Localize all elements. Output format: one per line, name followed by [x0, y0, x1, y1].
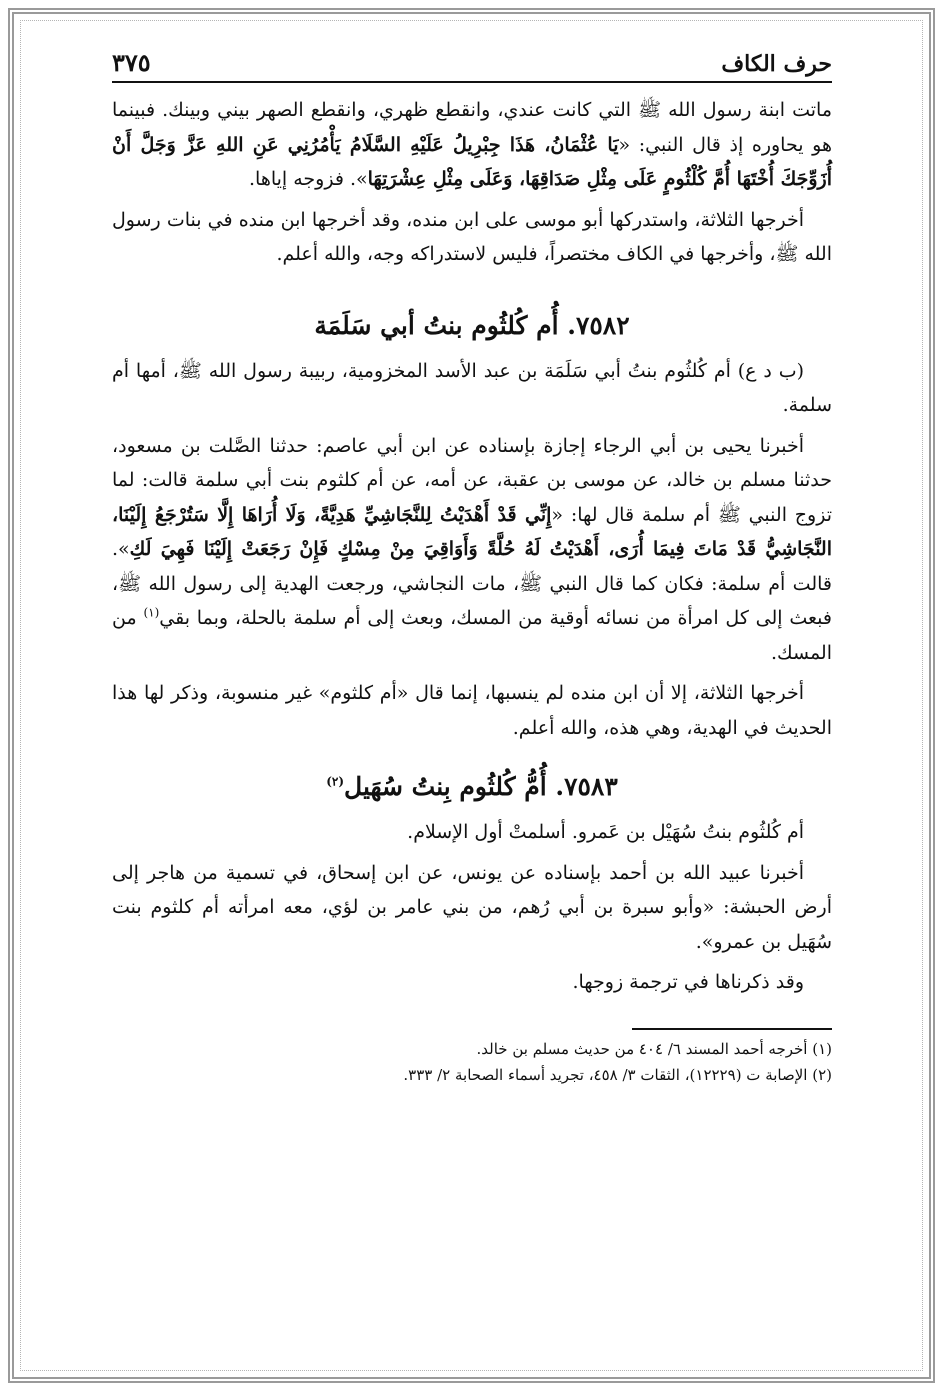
hadith-quote: يَا عُثْمَانُ، هَذَا جِبْرِيلُ عَلَيْهِ السَّلَامُ يَأْمُرُنِي عَنِ اللهِ عَزَّ وَجَلَّ أَنْ أُزَوِّجَكَ أُخْتَهَا أُمَّ كُلْثُومٍ عَلَى مِثْلِ صَدَاقِهَا، وَعَلَى مِثْلِ عِشْرَتِهَا — [112, 133, 832, 190]
paragraph-text: ». فزوجه إياها. — [249, 168, 368, 190]
paragraph-text: أخبرنا يحيى بن أبي الرجاء إجازة بإسناده عن ابن أبي عاصم: حدثنا الصَّلت بن مسعود، حدثنا مسلم بن خالد، عن موسى بن عقبة، عن أمه، عن أم كلثوم بنت أبي سلمة قالت: لما تزوج النبي ﷺ أم سلمة قال لها: « — [112, 434, 832, 526]
paragraph-text: ماتت ابنة رسول الله ﷺ التي كانت عندي، وانقطع ظهري، وانقطع الصهر بيني وبينك. فبينما هو يحاوره إذ قال النبي: « — [112, 99, 832, 156]
paragraph-text: ». قالت أم سلمة: فكان كما قال النبي ﷺ، مات النجاشي، ورجعت الهدية إلى رسول الله ﷺ، فبعث إلى كل امرأة من نسائه أوقية من المسك، وبعث إلى أم سلمة بالحلة، وبما بقي — [112, 538, 832, 629]
hadith-quote: إِنِّي قَدْ أَهْدَيْتُ لِلنَّجَاشِيِّ هَدِيَّةً، وَلَا أُرَاهَا إِلَّا سَتُرْجَعُ إِلَيْنَا، النَّجَاشِيُّ قَدْ مَاتَ فِيمَا أُرَى، أَهْدَيْتُ لَهُ حُلَّةً وَأَوَاقِيَ مِنْ مِسْكٍ فَإِنْ رَجَعَتْ إِلَيْنَا فَهِيَ لَكِ — [112, 503, 832, 560]
paragraph-text: من المسك. — [112, 607, 832, 664]
paragraph-takhrij: أخرجها الثلاثة، واستدركها أبو موسى على ابن منده، وقد أخرجها ابن منده في بنات رسول الله ﷺ، وأخرجها في الكاف مختصراً، فليس لاستدراكه وجه، والله أعلم. — [112, 208, 832, 265]
page-number: ٣٧٥ — [112, 48, 151, 77]
paragraph-note: وقد ذكرناها في ترجمة زوجها. — [572, 971, 804, 993]
chapter-title: حرف الكاف — [721, 51, 832, 77]
footnote-2: (٢) الإصابة ت (١٢٢٢٩)، الثقات ٣/ ٤٥٨، تجريد أسماء الصحابة ٢/ ٣٣٣. — [403, 1065, 832, 1084]
entry-intro: (ب د ع) أم كُلثُوم بنتُ أبي سَلَمَة بن عبد الأسد المخزومية، ربيبة رسول الله ﷺ، أمها أم سلمة. — [112, 359, 832, 416]
footnote-1: (١) أخرجه أحمد المسند ٦/ ٤٠٤ من حديث مسلم بن خالد. — [476, 1039, 832, 1058]
entry-heading-7582: ٧٥٨٢. أُم كُلثُوم بنتُ أبي سَلَمَة — [314, 310, 630, 340]
footnote-ref-2: (٢) — [326, 774, 345, 789]
footnote-ref-1: (١) — [143, 605, 160, 620]
paragraph-continued — [112, 93, 832, 197]
book-page — [112, 48, 832, 1088]
running-header — [112, 48, 832, 83]
footnote-divider — [632, 1028, 832, 1030]
paragraph-isnad: أخبرنا عبيد الله بن أحمد بإسناده عن يونس، عن ابن إسحاق، في تسمية من هاجر إلى أرض الحبشة: «وأبو سبرة بن أبي رُهم، من بني عامر بن لؤي، معه امرأته أم كلثوم بنت سُهَيل بن عمرو». — [112, 861, 832, 953]
paragraph-isnad — [112, 429, 832, 671]
entry-heading-text: ٧٥٨٣. أُمُّ كُلثُوم بِنتُ سُهَيل — [344, 772, 618, 801]
paragraph-takhrij: أخرجها الثلاثة، إلا أن ابن منده لم ينسبها، إنما قال «أم كلثوم» غير منسوبة، وذكر لها هذا الحديث في الهدية، وهي هذه، والله أعلم. — [112, 682, 832, 739]
entry-intro: أم كُلثُوم بنتُ سُهَيْل بن عَمرو. أسلمتْ أول الإسلام. — [407, 821, 804, 843]
entry-heading-7583 — [112, 767, 832, 807]
